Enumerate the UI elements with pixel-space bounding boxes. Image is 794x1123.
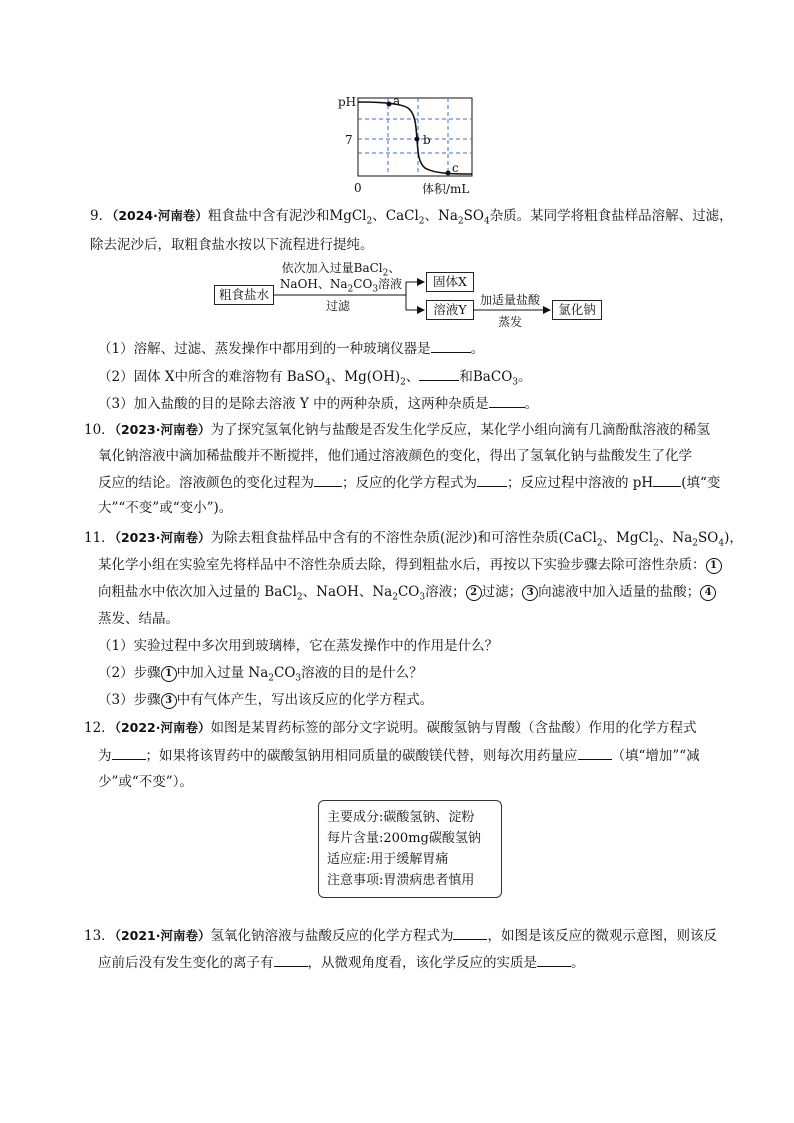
q10-text: ；反应过程中溶液的 pH <box>507 475 654 491</box>
q9-text: 、Na <box>424 208 458 224</box>
q12-line3: 少”或“不变”）。 <box>98 774 193 790</box>
sub: 2 <box>596 538 603 549</box>
q9-sub1 <box>98 338 484 359</box>
step-2-marker: 2 <box>466 585 482 601</box>
q11-line2 <box>98 555 722 575</box>
q9-sub-text: 、Mg(OH) <box>330 369 401 385</box>
q9-text: SO <box>463 208 484 224</box>
q9-sub-text: 和BaCO <box>459 369 513 385</box>
graph-x-axis-label: 体积/mL <box>422 182 470 196</box>
q11-text: 、Na <box>658 530 693 546</box>
q11-text: 中有气体产生，写出该反应的化学方程式。 <box>176 692 434 708</box>
q9-sub-text: （1）溶解、过滤、蒸发操作中都用到的一种玻璃仪器是 <box>98 341 431 357</box>
q9-line2: 除去泥沙后，取粗食盐水按以下流程进行提纯。 <box>90 237 374 253</box>
graph-y-tick-7: 7 <box>345 133 353 147</box>
step-3-marker: 3 <box>522 585 538 601</box>
answer-blank[interactable] <box>431 338 471 353</box>
q11-text: 某化学小组在实验室先将样品中不溶性杂质去除，得到粗盐水后，再按以下实验步骤去除可溶性杂质： <box>98 557 706 573</box>
period: 。 <box>470 341 485 357</box>
q11-text: （2）步骤 <box>98 665 161 681</box>
q11-text: 向粗盐水中依次加入过量的 BaCl <box>98 584 297 600</box>
graph-point-a: a <box>393 94 401 108</box>
q12-line1 <box>84 718 696 738</box>
q11-text: CO <box>273 665 296 681</box>
label-row-precautions: 注意事项:胃溃病患者慎用 <box>327 873 475 888</box>
q10-line2: 氧化钠溶液中滴加稀盐酸并不断搅拌，他们通过溶液颜色的变化，得出了氢氧化钠与盐酸发生了化学 <box>98 448 692 464</box>
q9-line1 <box>90 206 733 226</box>
q9-sub-text: 。 <box>518 369 532 385</box>
answer-blank[interactable] <box>537 952 571 967</box>
sub: 3 <box>295 673 302 684</box>
q11-text: SO <box>698 530 719 546</box>
flow-reagent3-label: 加适量盐酸 <box>480 293 541 307</box>
q12-text: 如图是某胃药标签的部分文字说明。碳酸氢钠与胃酸（含盐酸）作用的化学方程式 <box>210 720 697 736</box>
flow-reagent-text: NaOH、Na <box>279 277 348 291</box>
q10-text: (填“变 <box>681 475 721 491</box>
answer-blank[interactable] <box>112 745 146 760</box>
q13-line2 <box>98 952 585 973</box>
q11-line4: 蒸发、结晶。 <box>98 611 179 627</box>
q13-line1 <box>84 925 717 946</box>
q9-sub3 <box>98 393 538 414</box>
q10-text: 为了探究氢氧化钠与盐酸是否发生化学反应，某化学小组向滴有几滴酚酞溶液的稀氢 <box>210 422 710 438</box>
flow-evaporate-label: 蒸发 <box>498 315 523 329</box>
answer-blank[interactable] <box>653 472 681 487</box>
sub: 3 <box>419 592 426 603</box>
q10-line3 <box>98 472 720 493</box>
q9-text: 杂质。某同学将粗食盐样品溶解、过滤， <box>489 208 733 224</box>
q13-source: （2021·河南卷） <box>114 928 211 943</box>
flow-reagent-text: 溶液 <box>378 277 403 291</box>
answer-blank[interactable] <box>578 745 612 760</box>
flow-box-nacl: 氯化钠 <box>552 300 602 320</box>
q13-text: ，从微观角度看，该化学反应的实质是 <box>307 955 537 971</box>
flow-reagent-label <box>278 260 404 295</box>
sub: 2 <box>268 673 274 684</box>
q12-text: 为 <box>98 748 112 764</box>
graph-point-c: c <box>452 161 459 175</box>
q11-text: )， <box>724 530 743 546</box>
q11-text: （3）步骤 <box>98 692 161 708</box>
q9-flowchart <box>214 261 604 329</box>
sub: 3 <box>372 284 379 295</box>
sub: 2 <box>296 592 303 603</box>
q10-number: 10． <box>84 422 115 438</box>
answer-blank[interactable] <box>477 472 507 487</box>
label-row-indications: 适应症:用于缓解胃痛 <box>327 852 449 867</box>
q11-text: 、MgCl <box>602 530 654 546</box>
step-4-marker: 4 <box>700 585 716 601</box>
step-3-marker: 3 <box>161 693 177 709</box>
sub: 4 <box>325 377 331 388</box>
q11-source: （2023·河南卷） <box>114 530 211 545</box>
graph-origin-label: 0 <box>354 181 362 195</box>
q11-text: 为除去粗食盐样品中含有的不溶性杂质(泥沙)和可溶性杂质(CaCl <box>210 530 597 546</box>
q11-sub3 <box>98 690 433 710</box>
q9-number: 9． <box>90 208 113 224</box>
q12-line2 <box>98 745 700 766</box>
q9-sub-text: （3）加入盐酸的目的是除去溶液 Y 中的两种杂质，这两种杂质是 <box>98 396 489 412</box>
q12-text: （填“增加”“减 <box>611 748 700 764</box>
flow-box-crude-brine: 粗食盐水 <box>214 285 274 305</box>
q11-sub2 <box>98 663 423 683</box>
q9-sub-text: （2）固体 X中所含的难溶物有 BaSO <box>98 369 326 385</box>
answer-blank[interactable] <box>489 393 525 408</box>
period: 。 <box>524 396 539 412</box>
q10-text: 反应的结论。溶液颜色的变化过程为 <box>98 475 314 491</box>
q13-text: 应前后没有发生变化的离子有 <box>98 955 274 971</box>
q13-text: 氢氧化钠溶液与盐酸反应的化学方程式为 <box>210 928 454 944</box>
q10-source: （2023·河南卷） <box>114 422 211 437</box>
sub: 2 <box>400 377 406 388</box>
q11-text: CO <box>397 584 420 600</box>
step-1-marker: 1 <box>706 558 722 574</box>
q12-text: ；如果将该胃药中的碳酸氢钠用相同质量的碳酸镁代替，则每次用药量应 <box>145 748 578 764</box>
q11-text: 、NaOH、Na <box>302 584 393 600</box>
q11-text: 向滤液中加入适量的盐酸； <box>538 584 701 600</box>
q11-sub1: （1）实验过程中多次用到玻璃棒，它在蒸发操作中的作用是什么？ <box>98 638 499 654</box>
flow-filter-label: 过滤 <box>326 299 351 313</box>
label-row-ingredients: 主要成分:碳酸氢钠、淀粉 <box>327 810 475 825</box>
q9-source: （2024·河南卷） <box>112 208 208 223</box>
q11-text: 中加入过量 Na <box>176 665 269 681</box>
q9-sub-text: 、 <box>405 369 420 385</box>
sub: 2 <box>692 538 699 549</box>
q12-number: 12． <box>84 720 115 736</box>
q13-number: 13． <box>84 928 115 944</box>
sub: 4 <box>483 216 490 227</box>
flow-box-solution-y: 溶液Y <box>426 300 474 320</box>
sub: 2 <box>347 284 354 295</box>
flow-reagent-text: CO <box>353 277 373 291</box>
q11-line3 <box>98 582 716 602</box>
label-row-content: 每片含量:200mg碳酸氢钠 <box>327 831 481 846</box>
q10-text: ；反应的化学方程式为 <box>342 475 477 491</box>
q13-text: ，如图是该反应的微观示意图，则该反 <box>487 928 717 944</box>
sub: 2 <box>653 538 659 549</box>
q9-text: 、CaCl <box>372 208 419 224</box>
answer-blank[interactable] <box>419 366 459 381</box>
answer-blank[interactable] <box>314 472 342 487</box>
q12-source: （2022·河南卷） <box>114 720 211 735</box>
q11-text: 溶液； <box>425 584 466 600</box>
medicine-label <box>318 800 502 898</box>
sub: 2 <box>457 216 464 227</box>
answer-blank[interactable] <box>453 925 487 940</box>
sub: 2 <box>366 216 373 227</box>
q13-text: 。 <box>571 955 585 971</box>
ph-graph <box>330 88 490 198</box>
graph-point-b: b <box>423 133 431 147</box>
q11-number: 11． <box>84 530 115 546</box>
sub: 2 <box>392 592 398 603</box>
sub: 2 <box>418 216 425 227</box>
q11-text: 溶液的目的是什么？ <box>301 665 423 681</box>
q11-line1 <box>84 528 743 548</box>
flow-reagent-text: 依次加入过量BaCl <box>281 261 383 275</box>
sub: 3 <box>512 377 518 388</box>
graph-y-axis-label: pH <box>338 95 357 109</box>
q9-sub2 <box>98 366 532 387</box>
sub: 2 <box>382 268 389 279</box>
q10-line4: 大”“不变”或“变小”)。 <box>98 500 233 516</box>
q10-line1 <box>84 420 710 440</box>
q9-text: 粗食盐中含有泥沙和MgCl <box>207 208 367 224</box>
sub: 4 <box>718 538 725 549</box>
flow-reagent-text: 、 <box>388 261 401 275</box>
step-1-marker: 1 <box>161 666 177 682</box>
q11-text: 过滤； <box>481 584 523 600</box>
answer-blank[interactable] <box>274 952 308 967</box>
flow-box-solid-x: 固体X <box>426 272 474 292</box>
